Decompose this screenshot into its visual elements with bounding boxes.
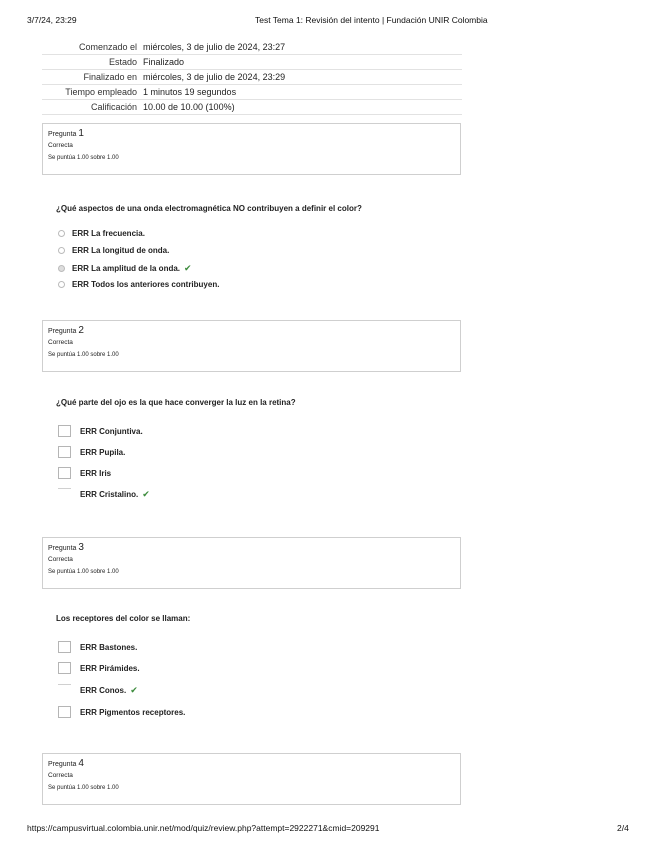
question-grade: Se puntúa 1.00 sobre 1.00 — [48, 352, 119, 358]
summary-row — [42, 40, 462, 55]
summary-label: Finalizado en — [42, 70, 143, 85]
question-text: Los receptores del color se llaman: — [56, 614, 191, 623]
summary-value: 10.00 de 10.00 (100%) — [143, 100, 462, 115]
summary-value: 1 minutos 19 segundos — [143, 85, 462, 100]
answer-option[interactable]: ERR Cristalino. ✔ — [58, 488, 150, 500]
question-state: Correcta — [48, 142, 73, 149]
checkbox[interactable] — [58, 425, 71, 437]
answer-option[interactable]: ERR La frecuencia. — [58, 229, 145, 238]
answer-option[interactable]: ERR Pirámides. — [58, 662, 140, 674]
checkbox[interactable] — [58, 641, 71, 653]
question-info-box — [42, 753, 461, 805]
summary-label: Estado — [42, 55, 143, 70]
answer-option[interactable]: ERR Bastones. — [58, 641, 137, 653]
question-grade: Se puntúa 1.00 sobre 1.00 — [48, 569, 119, 575]
answer-option[interactable]: ERR Iris — [58, 467, 111, 479]
question-number: Pregunta 3 — [48, 542, 84, 553]
question-number: Pregunta 1 — [48, 128, 84, 139]
answer-option[interactable]: ERR Conjuntiva. — [58, 425, 143, 437]
question-info-box — [42, 123, 461, 175]
answer-option[interactable]: ERR Pupila. — [58, 446, 125, 458]
question-grade: Se puntúa 1.00 sobre 1.00 — [48, 155, 119, 161]
radio-button[interactable] — [58, 230, 65, 237]
checkbox[interactable] — [58, 488, 71, 500]
print-datetime: 3/7/24, 23:29 — [27, 15, 77, 25]
radio-button[interactable] — [58, 281, 65, 288]
summary-value: miércoles, 3 de julio de 2024, 23:27 — [143, 40, 462, 55]
page-number: 2/4 — [617, 823, 629, 833]
checkbox[interactable] — [58, 706, 71, 718]
question-grade: Se puntúa 1.00 sobre 1.00 — [48, 785, 119, 791]
question-text: ¿Qué aspectos de una onda electromagnética NO contribuyen a definir el color? — [56, 204, 362, 213]
question-number: Pregunta 4 — [48, 758, 84, 769]
summary-row — [42, 85, 462, 100]
summary-row — [42, 55, 462, 70]
check-icon: ✔ — [184, 263, 192, 273]
summary-label: Calificación — [42, 100, 143, 115]
question-state: Correcta — [48, 339, 73, 346]
question-state: Correcta — [48, 772, 73, 779]
checkbox[interactable] — [58, 662, 71, 674]
summary-row — [42, 70, 462, 85]
summary-value: Finalizado — [143, 55, 462, 70]
question-state: Correcta — [48, 556, 73, 563]
question-number: Pregunta 2 — [48, 325, 84, 336]
answer-option[interactable]: ERR Conos. ✔ — [58, 684, 138, 696]
summary-value: miércoles, 3 de julio de 2024, 23:29 — [143, 70, 462, 85]
answer-option[interactable]: ERR Pigmentos receptores. — [58, 706, 185, 718]
page-title: Test Tema 1: Revisión del intento | Fundación UNIR Colombia — [255, 15, 488, 25]
question-info-box — [42, 537, 461, 589]
summary-label: Comenzado el — [42, 40, 143, 55]
check-icon: ✔ — [130, 684, 138, 695]
radio-button[interactable] — [58, 265, 65, 272]
attempt-summary — [42, 40, 462, 115]
checkbox[interactable] — [58, 684, 71, 696]
summary-row — [42, 100, 462, 115]
summary-label: Tiempo empleado — [42, 85, 143, 100]
answer-option[interactable]: ERR La longitud de onda. — [58, 246, 169, 255]
check-icon: ✔ — [142, 488, 150, 499]
radio-button[interactable] — [58, 247, 65, 254]
checkbox[interactable] — [58, 446, 71, 458]
answer-option[interactable]: ERR La amplitud de la onda. ✔ — [58, 263, 192, 274]
checkbox[interactable] — [58, 467, 71, 479]
page-url[interactable]: https://campusvirtual.colombia.unir.net/mod/quiz/review.php?attempt=2922271&cmid=209291 — [27, 823, 380, 833]
question-info-box — [42, 320, 461, 372]
question-text: ¿Qué parte del ojo es la que hace converger la luz en la retina? — [56, 398, 296, 407]
answer-option[interactable]: ERR Todos los anteriores contribuyen. — [58, 280, 219, 289]
